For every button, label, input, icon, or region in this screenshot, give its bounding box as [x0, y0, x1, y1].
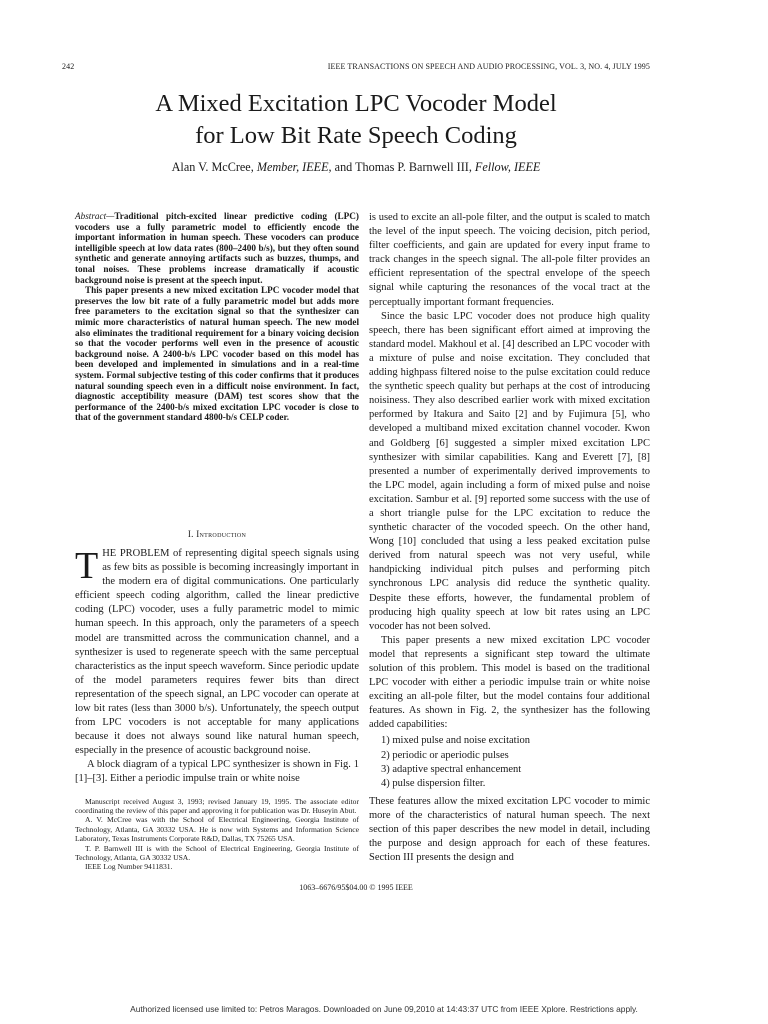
abstract	[75, 211, 359, 423]
abstract-text-1: Traditional pitch-excited linear predictive coding (LPC) vocoders use a fully parametric model to efficiently encode the important information in human speech. These vocoders can produce intelligible speech at low data rates (800–2400 b/s), but they often sound synthetic and generate annoying artifacts such as buzzes, thumps, and tonal noises. These problems increase dramatically if acoustic background noise is present at the speech input.	[75, 211, 359, 285]
abstract-paragraph-1	[75, 211, 359, 285]
title-line-2: for Low Bit Rate Speech Coding	[195, 122, 517, 149]
abstract-paragraph-2: This paper presents a new mixed excitation LPC vocoder model that preserves the low bit rate of a fully parametric model but adds more free parameters to the excitation signal so that the synthesizer can mimic more characteristics of natural human speech. The new model also eliminates the traditional requirement for a binary voicing decision so that the vocoder performs well even in the presence of acoustic background noise. A 2400-b/s LPC vocoder based on this model has been developed and implemented in simulations and in a real-time system. Formal subjective testing of this coder confirms that it produces natural sounding speech even in a difficult noise environment. In fact, diagnostic acceptibility measure (DAM) test scores show that the performance of the 2400-b/s mixed excitation LPC vocoder is close to that of the government standard 4800-b/s CELP coder.	[75, 285, 359, 423]
footnotes	[75, 797, 359, 872]
author-1: Alan V. McCree,	[171, 160, 254, 174]
right-paragraph-1: is used to excite an all-pole filter, and the output is scaled to match the level of the input speech. The voicing decision, pitch period, filter coefficients, and gain are updated for every input frame to track changes in the speech signal. The all-pole filter provides an efficient representation of the spectral envelope of the speech signal while capturing the resonances of the vocal tract at the perceptually important formant frequencies.	[369, 212, 650, 308]
title-line-1: A Mixed Excitation LPC Vocoder Model	[155, 90, 557, 117]
author-conjunction: and	[334, 160, 353, 174]
author-2-role: Fellow, IEEE	[474, 160, 541, 174]
list-item: 4) pulse dispersion filter.	[381, 777, 486, 789]
abstract-lead: Abstract—	[75, 211, 115, 221]
intro-text-1: HE PROBLEM of representing digital speech signals using as few bits as possible is becoming increasingly important in the modern era of digital communications. One particularly efficient speech coding algorithm, called the linear predictive coding (LPC) vocoder, uses a fully parametric model to mimic human speech. In this approach, only the parameters of a speech model are transmitted across the communication channel, and a synthesizer is used to regenerate speech with the same perceptual characteristics as the input speech waveform. Since periodic update of the model parameters requires fewer bits than direct representation of the speech signal, an LPC vocoder can operate at low bit rates (less than 3000 b/s). Unfortunately, the speech output from LPC vocoders is not acceptable for many applications because it does not always sound like natural human speech, especially in the presence of acoustic background noise.	[75, 547, 359, 757]
list-item: 1) mixed pulse and noise excitation	[381, 735, 531, 747]
intro-paragraph-1	[75, 544, 359, 758]
copyright-line: 1063–6676/95$04.00 © 1995 IEEE	[299, 883, 413, 892]
right-paragraph-4: These features allow the mixed excitation LPC vocoder to mimic more of the characteristics of natural human speech. The next section of this paper describes the new model in detail, including the purpose and design approach for each of these features. Section III presents the design and	[369, 795, 650, 864]
footnote-manuscript: Manuscript received August 3, 1993; revised January 19, 1995. The associate editor coordinating the review of this paper and approving it for publication was Dr. Huseyin Abut.	[75, 796, 359, 815]
introduction-body	[75, 544, 359, 787]
list-item: 3) adaptive spectral enhancement	[381, 763, 522, 775]
intro-paragraph-2: A block diagram of a typical LPC synthesizer is shown in Fig. 1 [1]–[3]. Either a periodic impulse train or white noise	[75, 759, 359, 785]
author-line	[62, 160, 650, 175]
author-2: Thomas P. Barnwell III,	[355, 160, 472, 174]
right-paragraph-3: This paper presents a new mixed excitation LPC vocoder model that represents a significant step toward the ultimate solution of this problem. This model is based on the traditional LPC vocoder with either a periodic impulse train or white noise exciting an all-pole filter, but the model contains four additional features. As shown in Fig. 2, the synthesizer has the following added capabilities:	[369, 634, 650, 731]
license-notice: Authorized licensed use limited to: Petros Maragos. Downloaded on June 09,2010 at 14:43:37 UTC from IEEE Xplore. Restrictions apply.	[130, 1004, 638, 1014]
journal-header: IEEE TRANSACTIONS ON SPEECH AND AUDIO PROCESSING, VOL. 3, NO. 4, JULY 1995	[327, 62, 650, 71]
left-column	[75, 211, 359, 872]
footnote-log-number: IEEE Log Number 9411831.	[85, 862, 173, 872]
list-item: 2) periodic or aperiodic pulses	[381, 749, 509, 761]
right-column	[369, 211, 650, 865]
footnote-author-2: T. P. Barnwell III is with the School of Electrical Engineering, Georgia Institute of Technology, Atlanta, GA 30332 USA.	[75, 843, 359, 862]
right-paragraph-2: Since the basic LPC vocoder does not produce high quality speech, there has been significant effort aimed at improving the standard model. Makhoul et al. [4] described an LPC vocoder with a mixture of pulse and noise excitation. They concluded that adding highpass filtered noise to the pulse excitation could reduce the synthetic speech quality but perhaps at the cost of introducing noisiness. They also described earlier work with mixed excitation performed by Itakura and Saito [2] and by Fujimura [5], who developed a multiband mixed excitation channel vocoder. Kwon and Goldberg [6] suggested a simpler mixed excitation LPC synthesizer with similar capabilities. Kang and Everett [7], [8] presented a number of experimentally derived improvements to the LPC model, again including a form of mixed pulse and noise excitation. Sambur et al. [9] reported some success with the use of a short triangle pulse for the LPC excitation to reduce the synthetic character of the vocoded speech. On the other hand, Wong [10] concluded that using a less peaked excitation pulse derived from natural speech was not very useful, while handpicking individual pitch pulses and performing pitch synchronous LPC analysis did reduce the synthetic quality. Despite these efforts, however, the fundamental problem of producing high quality speech at low bit rates using an LPC vocoder has not been solved.	[369, 310, 650, 632]
page-number: 242	[62, 62, 75, 71]
section-number: I.	[187, 528, 194, 539]
drop-cap: T	[75, 544, 99, 587]
running-header	[62, 62, 650, 76]
author-1-role: Member, IEEE,	[256, 160, 332, 174]
paper-title	[62, 88, 650, 152]
section-title: Introduction	[196, 528, 247, 539]
capabilities-list	[369, 734, 650, 790]
footnote-author-1: A. V. McCree was with the School of Electrical Engineering, Georgia Institute of Technology, Atlanta, GA 30332 USA. He is now with Systems and Information Science Laboratory, Texas Instruments Corporate R&D, Dallas, TX 75265 USA.	[75, 815, 359, 844]
section-heading	[75, 527, 359, 541]
